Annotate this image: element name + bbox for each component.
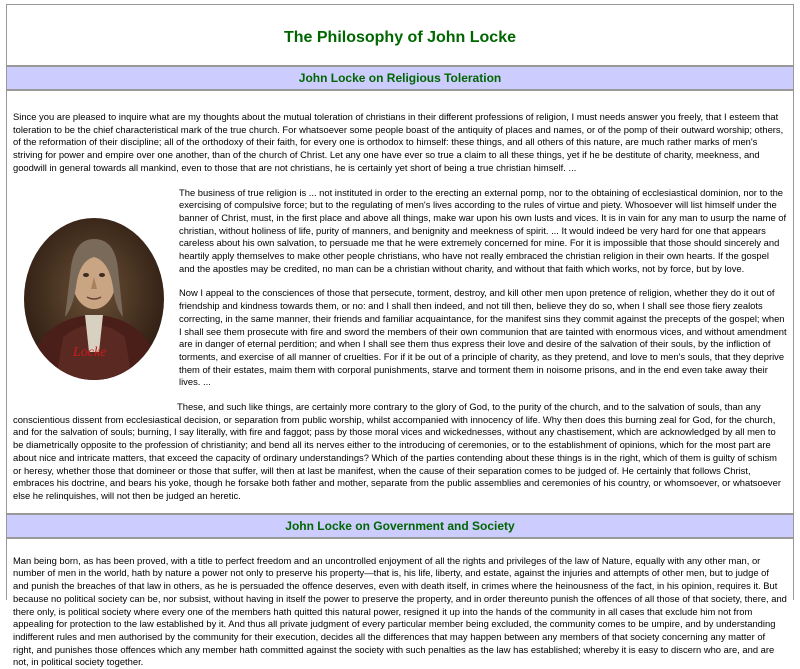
page-frame [6, 4, 794, 668]
section-body-government [7, 539, 793, 669]
page-title: The Philosophy of John Locke [283, 29, 516, 46]
paragraph: The business of true religion is ... not instituted in order to the erecting an external pomp, nor to the obtaining of ecclesiastical dominion, nor to the exercising of compulsive force; but to the regulating of men's lives according to the rules of virtue and piety. Whosoever will list himself under the banner of Christ, must, in the first place and above all things, make war upon his own lusts and vices. It is in vain for any man to usurp the name of christian, without holiness of life, purity of manners, and benignity and meekness of spirit. ... It would indeed be very hard for one that appears careless about his own salvation, to persuade me that he were extremely concerned for mine. For it is impossible that those should sincerely and heartily apply themselves to make other people christians, who have not really embraced the christian religion in their own hearts. If the gospel and the apostles may be credited, no man can be a christian without charity, and without that faith which works, not by force, but by love. [179, 186, 787, 274]
paragraph: Man being born, as has been proved, with a title to perfect freedom and an uncontrolled enjoyment of all the rights and privileges of the law of Nature, equally with any other man, or number of men in the world, hath by nature a power not only to preserve his property—that is, his life, liberty, and estate, against the injuries and attempts of other men, but to judge of and punish the breaches of that law in others, as he is persuaded the offence deserves, even with death itself, in crimes where the heinousness of the fact, in his opinion, requires it. But because no political society can be, nor subsist, without having in itself the power to preserve the property, and in order thereunto punish the offences of all those of that society, there, and there only, is political society where every one of the members hath quitted this natural power, resigned it up into the hands of the community in all cases that exclude him not from appealing for protection to the law established by it. And thus all private judgment of every particular member being excluded, the community comes to be umpire, and by understanding indifferent rules and men authorised by the community for their execution, decides all the differences that may happen between any members of that society concerning any matter of right, and punishes those offences which any member hath committed against the society with such penalties as the law has established; whereby it is easy to discern who are, and are not, in political society together. [13, 554, 787, 668]
paragraph: These, and such like things, are certainly more contrary to the glory of God, to the purity of the church, and to the salvation of souls, than any conscientious dissent from ecclesiastical decision, or separation from public worship, whilst accompanied with innocency of life. Why then does this burning zeal for God, for the church, and for the salvation of souls; burning, I say literally, with fire and faggot; pass by those moral vices and wickednesses, without any chastisement, which are acknowledged by all men to be diametrically opposite to the profession of christianity; and bend all its nerves either to the introducing of ceremonies, or to the establishment of opinions, which for the most part are about nice and intricate matters, that exceed the capacity of ordinary understandings? Which of the parties contending about these things is in the right, which of them is guilty of schism or heresy, whether those that domineer or those that suffer, will then at last be manifest, when the cause of their separation comes to be judged of. He certainly that follows Christ, embraces his doctrine, and bears his yoke, though he forsake both father and mother, separate from the public assemblies and ceremonies of his country, or whomsoever, or whatsoever else he relinquishes, will not then be judged an heretic. [13, 401, 781, 501]
section-body-toleration [7, 91, 793, 503]
section-heading-government: John Locke on Government and Society [7, 513, 793, 539]
paragraph: Since you are pleased to inquire what are my thoughts about the mutual toleration of christians in their different professions of religion, I must needs answer you freely, that I esteem that toleration to be the chief characteristical mark of the true church. For whatsoever some people boast of the antiquity of places and names, or of the pomp of their outward worship; others, of the reformation of their discipline; all of the orthodoxy of their faith, for every one is orthodox to himself: these things, and all others of this nature, are much rather marks of men's striving for power and empire over one another, than of the church of Christ. Let any one have ever so true a claim to all these things, yet if he be destitute of charity, meekness, and goodwill in general towards all mankind, even to those that are not christians, he is certainly yet short of being a true christian himself. ... [13, 111, 784, 173]
section-heading-toleration: John Locke on Religious Toleration [7, 65, 793, 91]
portrait-signature: Locke [73, 344, 107, 360]
locke-portrait [23, 217, 165, 381]
paragraph: Now I appeal to the consciences of those that persecute, torment, destroy, and kill other men upon pretence of religion, whether they do it out of friendship and kindness towards them, or no: and I shall then indeed, and not till then, believe they do so, when I shall see those fiery zealots correcting, in the same manner, their friends and familiar acquaintance, for the manifest sins they commit against the precepts of the gospel; when I shall see them prosecute with fire and sword the members of their own communion that are tainted with enormous vices, and without amendment are in danger of eternal perdition; and when I shall see them thus express their love and desire of the salvation of their souls, by the infliction of torments, and exercise of all manner of cruelties. For if it be out of a principle of charity, as they pretend, and love to men's souls, that they deprive them of their estates, maim them with corporal punishments, starve and torment them in noisome prisons, and in the end even take away their lives. ... [179, 287, 787, 388]
